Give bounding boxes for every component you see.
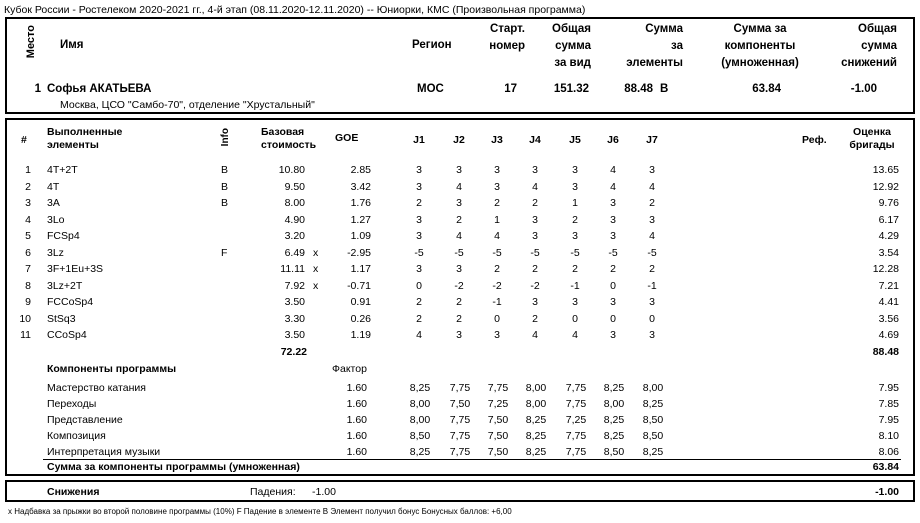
component-judge-6: 8,25: [603, 430, 625, 442]
deductions-total: -1.00: [875, 486, 899, 498]
element-name: StSq3: [47, 312, 76, 325]
deductions-sum-header: [833, 21, 897, 72]
element-goe: 0.91: [350, 296, 371, 308]
element-judge-5: 1: [572, 197, 578, 209]
component-row: [7, 430, 913, 445]
components-sum-header-line2: компоненты: [724, 40, 796, 52]
element-judge-3: -2: [492, 279, 502, 292]
element-base: 10.80: [278, 164, 305, 176]
element-num: 1: [25, 164, 31, 176]
element-judge-4: 3: [532, 230, 538, 242]
element-num: 5: [25, 230, 31, 242]
element-base: 11.11: [280, 263, 305, 275]
element-info: B: [221, 197, 229, 209]
component-judge-7: 8,25: [642, 398, 664, 410]
component-factor: 1.60: [346, 382, 367, 394]
element-score: 4.69: [878, 329, 899, 341]
element-judge-5: 3: [572, 230, 578, 242]
component-score: 7.95: [878, 382, 899, 394]
skater-total: 151.32: [553, 83, 589, 95]
element-name: CCoSp4: [47, 329, 87, 341]
falls-label: Падения:: [250, 486, 296, 498]
panel-header-line2: бригады: [849, 139, 895, 151]
element-num: 9: [25, 296, 31, 308]
element-judge-7: 3: [649, 329, 655, 341]
component-name: Мастерство катания: [47, 382, 146, 394]
element-judge-2: 4: [456, 230, 462, 242]
component-name: Композиция: [47, 430, 106, 442]
element-judge-3: 4: [494, 230, 500, 242]
element-score: 3.54: [878, 246, 899, 259]
element-row: [7, 214, 913, 229]
component-name: Переходы: [47, 398, 97, 410]
element-judge-4: 4: [532, 180, 538, 193]
deductions-label: Снижения: [47, 486, 100, 498]
deductions-sum-header-line1: Общая: [858, 23, 897, 35]
skater-elements: 88.48: [624, 83, 653, 95]
skater-region: МОС: [417, 83, 444, 95]
component-score: 7.85: [878, 398, 899, 410]
element-judge-5: -5: [570, 246, 580, 259]
ref-header: Реф.: [802, 134, 827, 146]
element-judge-5: 4: [572, 329, 578, 341]
element-judge-1: 0: [416, 279, 422, 292]
deductions-sum-header-line3: снижений: [841, 57, 897, 69]
element-bonus-mark: x: [313, 263, 319, 275]
element-score: 7.21: [878, 279, 899, 292]
element-num: 10: [19, 312, 31, 325]
component-judge-7: 8,50: [642, 414, 664, 426]
element-goe: -0.71: [347, 279, 371, 292]
element-row: [7, 263, 913, 278]
skater-name: Софья АКАТЬЕВА: [47, 83, 152, 95]
component-judge-4: 8,00: [525, 398, 547, 410]
judge-header-6: J6: [607, 134, 619, 146]
element-row: [7, 181, 913, 196]
element-judge-3: 3: [494, 164, 500, 176]
element-judge-2: -5: [454, 246, 464, 259]
element-judge-6: 4: [610, 180, 616, 193]
component-judge-4: 8,25: [525, 446, 547, 458]
elements-total: 88.48: [872, 346, 899, 358]
element-base: 3.50: [284, 329, 305, 341]
element-name: 3Lz: [47, 246, 64, 259]
element-judge-3: 3: [494, 180, 500, 193]
component-factor: 1.60: [346, 430, 367, 442]
falls-value: -1.00: [312, 486, 336, 498]
element-base: 7.92: [284, 279, 305, 292]
component-judge-6: 8,50: [603, 446, 625, 458]
element-judge-6: 3: [610, 213, 616, 226]
total-header-line2: сумма: [555, 40, 591, 52]
element-name: 4T+2T: [47, 164, 78, 176]
element-judge-2: 3: [456, 197, 462, 209]
panel-header-line1: Оценка: [853, 126, 891, 138]
num-header: #: [21, 134, 27, 146]
element-judge-5: 0: [572, 312, 578, 325]
element-judge-7: 4: [649, 230, 655, 242]
components-total-divider: [43, 459, 901, 460]
component-judge-5: 7,75: [565, 398, 587, 410]
element-name: FCCoSp4: [47, 296, 94, 308]
element-score: 12.28: [872, 263, 899, 275]
element-judge-7: 2: [649, 263, 655, 275]
skater-deductions: -1.00: [850, 83, 877, 95]
element-judge-4: 2: [532, 263, 538, 275]
element-bonus-mark: x: [313, 246, 319, 259]
element-name: 3Lz+2T: [47, 279, 83, 292]
component-judge-2: 7,50: [449, 398, 471, 410]
total-header-line1: Общая: [552, 23, 591, 35]
element-judge-2: 2: [456, 213, 462, 226]
element-num: 4: [25, 213, 31, 226]
component-judge-3: 7,50: [487, 414, 509, 426]
element-row: [7, 313, 913, 328]
element-base: 6.49: [284, 246, 305, 259]
judge-header-7: J7: [646, 134, 658, 146]
panel-header: [842, 126, 902, 152]
element-row: [7, 247, 913, 262]
element-judge-4: 3: [532, 213, 538, 226]
component-judge-4: 8,00: [525, 382, 547, 394]
component-judge-3: 7,25: [487, 398, 509, 410]
element-score: 4.29: [878, 230, 899, 242]
element-judge-4: -2: [530, 279, 540, 292]
judge-header-2: J2: [453, 134, 465, 146]
element-judge-5: 3: [572, 296, 578, 308]
element-row: [7, 230, 913, 245]
element-judge-1: 3: [416, 180, 422, 193]
element-judge-6: 0: [610, 312, 616, 325]
details-box: [5, 118, 915, 476]
element-judge-7: 3: [649, 296, 655, 308]
element-num: 11: [20, 329, 31, 341]
component-judge-4: 8,25: [525, 414, 547, 426]
element-judge-6: 2: [610, 263, 616, 275]
element-bonus-mark: x: [313, 279, 319, 292]
element-judge-2: 2: [456, 312, 462, 325]
component-judge-4: 8,25: [525, 430, 547, 442]
component-name: Интерпретация музыки: [47, 446, 161, 458]
footnote: x Надбавка за прыжки во второй половине программы (10%) F Падение в элементе B Элемент получил бонус Бонусных баллов: +6,00: [8, 507, 512, 516]
component-judge-5: 7,75: [565, 382, 587, 394]
component-judge-2: 7,75: [449, 430, 471, 442]
judge-header-3: J3: [491, 134, 503, 146]
skater-place: 1: [34, 83, 41, 95]
element-goe: 3.42: [350, 180, 371, 193]
skater-start-no: 17: [504, 83, 517, 95]
element-num: 2: [25, 180, 31, 193]
elements-header: [47, 126, 122, 152]
components-header: Компоненты программы: [47, 363, 177, 375]
element-base: 3.20: [284, 230, 305, 242]
element-judge-7: -1: [647, 279, 657, 292]
element-judge-7: -5: [647, 246, 657, 259]
element-base: 9.50: [284, 180, 305, 193]
element-row: [7, 197, 913, 212]
component-judge-7: 8,00: [642, 382, 664, 394]
element-judge-6: -5: [608, 246, 618, 259]
element-num: 3: [25, 197, 31, 209]
elements-sum-header-line1: Сумма: [645, 23, 683, 35]
element-judge-3: -1: [492, 296, 502, 308]
element-name: 3Lo: [47, 213, 65, 226]
element-judge-3: -5: [492, 246, 502, 259]
elements-sum-header-line2: за: [671, 40, 683, 52]
start-header-line1: Старт.: [489, 23, 525, 35]
element-row: [7, 296, 913, 311]
element-base: 3.50: [284, 296, 305, 308]
element-judge-6: 0: [610, 279, 616, 292]
element-judge-6: 3: [610, 329, 616, 341]
component-judge-1: 8,50: [409, 430, 431, 442]
element-goe: 1.17: [350, 263, 371, 275]
element-score: 4.41: [878, 296, 899, 308]
component-factor: 1.60: [346, 398, 367, 410]
element-judge-5: 2: [572, 213, 578, 226]
element-num: 7: [25, 263, 31, 275]
element-judge-3: 1: [494, 213, 500, 226]
element-judge-6: 3: [610, 230, 616, 242]
element-judge-7: 0: [649, 312, 655, 325]
elements-sum-header: [607, 21, 683, 72]
component-row: [7, 414, 913, 429]
element-judge-4: 3: [532, 164, 538, 176]
goe-header: GOE: [335, 132, 359, 144]
element-judge-4: 3: [532, 296, 538, 308]
element-judge-1: 2: [416, 197, 422, 209]
component-judge-6: 8,25: [603, 382, 625, 394]
element-judge-3: 0: [494, 312, 500, 325]
element-goe: 0.26: [350, 312, 371, 325]
component-judge-3: 7,50: [487, 446, 509, 458]
element-judge-3: 2: [494, 197, 500, 209]
summary-box: [5, 17, 915, 114]
components-total: 63.84: [872, 461, 899, 473]
element-goe: 2.85: [350, 164, 371, 176]
base-header: [261, 126, 316, 152]
elements-sum-header-line3: элементы: [626, 57, 683, 69]
element-judge-7: 3: [649, 213, 655, 226]
element-score: 3.56: [878, 312, 899, 325]
component-judge-2: 7,75: [449, 446, 471, 458]
element-judge-3: 3: [494, 329, 500, 341]
elements-header-line1: Выполненные: [47, 126, 123, 138]
components-sum-header-line3: (умноженная): [721, 57, 799, 69]
element-goe: 1.76: [350, 197, 371, 209]
skater-club: Москва, ЦСО "Самбо-70", отделение "Хрустальный": [60, 99, 315, 111]
component-judge-2: 7,75: [449, 382, 471, 394]
element-judge-7: 4: [649, 180, 655, 193]
element-judge-5: 3: [572, 164, 578, 176]
element-judge-6: 4: [610, 164, 616, 176]
element-score: 6.17: [878, 213, 899, 226]
element-judge-2: 3: [456, 329, 462, 341]
element-judge-2: 4: [456, 180, 462, 193]
component-row: [7, 398, 913, 413]
element-info: F: [221, 246, 228, 259]
element-num: 6: [25, 246, 31, 259]
total-header-line3: за вид: [554, 57, 591, 69]
judge-header-4: J4: [529, 134, 541, 146]
element-base: 8.00: [284, 197, 305, 209]
element-score: 13.65: [872, 164, 899, 176]
component-judge-7: 8,25: [642, 446, 664, 458]
component-name: Представление: [47, 414, 123, 426]
info-header: Info: [220, 128, 231, 147]
element-judge-3: 2: [494, 263, 500, 275]
component-judge-5: 7,75: [565, 430, 587, 442]
element-score: 12.92: [872, 180, 899, 193]
component-factor: 1.60: [346, 414, 367, 426]
component-score: 7.95: [878, 414, 899, 426]
element-base: 3.30: [284, 312, 305, 325]
components-sum-header-line1: Сумма за: [733, 23, 787, 35]
region-header: Регион: [412, 39, 452, 51]
element-name: 3A: [47, 197, 60, 209]
base-total: 72.22: [280, 346, 307, 358]
place-header: Место: [25, 25, 37, 59]
element-name: 4T: [47, 180, 60, 193]
judge-header-1: J1: [413, 134, 425, 146]
component-judge-5: 7,25: [565, 414, 587, 426]
component-judge-2: 7,75: [449, 414, 471, 426]
component-judge-6: 8,25: [603, 414, 625, 426]
component-score: 8.06: [878, 446, 899, 458]
component-score: 8.10: [878, 430, 899, 442]
element-judge-7: 3: [649, 164, 655, 176]
element-judge-1: 2: [416, 312, 422, 325]
element-judge-5: 3: [572, 180, 578, 193]
component-judge-1: 8,25: [409, 446, 431, 458]
component-judge-5: 7,75: [565, 446, 587, 458]
component-judge-7: 8,50: [642, 430, 664, 442]
element-num: 8: [25, 279, 31, 292]
start-header-line2: номер: [489, 40, 525, 52]
base-header-line1: Базовая: [261, 126, 305, 138]
skater-elements-flag: В: [660, 83, 669, 95]
event-caption: Кубок России - Ростелеком 2020-2021 гг., 4-й этап (08.11.2020-12.11.2020) -- Юниорки, КМС (Произвольная программа): [4, 4, 586, 16]
start-header: [477, 21, 525, 55]
element-goe: -2.95: [347, 246, 371, 259]
component-judge-1: 8,00: [409, 414, 431, 426]
element-judge-2: 3: [456, 164, 462, 176]
element-name: FCSp4: [47, 230, 80, 242]
element-judge-4: -5: [530, 246, 540, 259]
element-judge-2: 2: [456, 296, 462, 308]
element-base: 4.90: [284, 213, 305, 226]
components-sum-header: [710, 21, 810, 72]
element-judge-1: 3: [416, 213, 422, 226]
element-judge-5: -1: [570, 279, 580, 292]
component-row: [7, 382, 913, 397]
element-info: B: [221, 164, 229, 176]
element-judge-1: -5: [414, 246, 424, 259]
element-judge-5: 2: [572, 263, 578, 275]
deductions-sum-header-line2: сумма: [861, 40, 897, 52]
component-judge-3: 7,50: [487, 430, 509, 442]
elements-header-line2: элементы: [47, 139, 99, 151]
element-judge-6: 3: [610, 197, 616, 209]
element-judge-4: 2: [532, 312, 538, 325]
element-judge-1: 2: [416, 296, 422, 308]
element-name: 3F+1Eu+3S: [47, 263, 104, 275]
component-judge-3: 7,75: [487, 382, 509, 394]
element-judge-1: 3: [416, 164, 422, 176]
factor-header: Фактор: [332, 363, 367, 375]
name-header: Имя: [60, 39, 84, 51]
element-judge-1: 3: [416, 230, 422, 242]
component-factor: 1.60: [346, 446, 367, 458]
element-row: [7, 164, 913, 179]
judge-header-5: J5: [569, 134, 581, 146]
element-judge-1: 4: [416, 329, 422, 341]
element-score: 9.76: [878, 197, 899, 209]
element-judge-2: 3: [456, 263, 462, 275]
element-goe: 1.09: [350, 230, 371, 242]
element-goe: 1.27: [350, 213, 371, 226]
total-header: [537, 21, 591, 72]
element-judge-4: 4: [532, 329, 538, 341]
component-judge-1: 8,00: [409, 398, 431, 410]
element-row: [7, 329, 913, 344]
element-judge-4: 2: [532, 197, 538, 209]
element-judge-7: 2: [649, 197, 655, 209]
components-total-label: Сумма за компоненты программы (умноженная): [47, 461, 300, 473]
element-info: B: [221, 180, 229, 193]
element-judge-2: -2: [454, 279, 464, 292]
element-judge-1: 3: [416, 263, 422, 275]
base-header-line2: стоимость: [261, 139, 317, 151]
element-judge-6: 3: [610, 296, 616, 308]
skater-components: 63.84: [752, 83, 781, 95]
deductions-box: [5, 480, 915, 502]
element-row: [7, 280, 913, 295]
element-goe: 1.19: [350, 329, 371, 341]
component-judge-6: 8,00: [603, 398, 625, 410]
component-judge-1: 8,25: [409, 382, 431, 394]
